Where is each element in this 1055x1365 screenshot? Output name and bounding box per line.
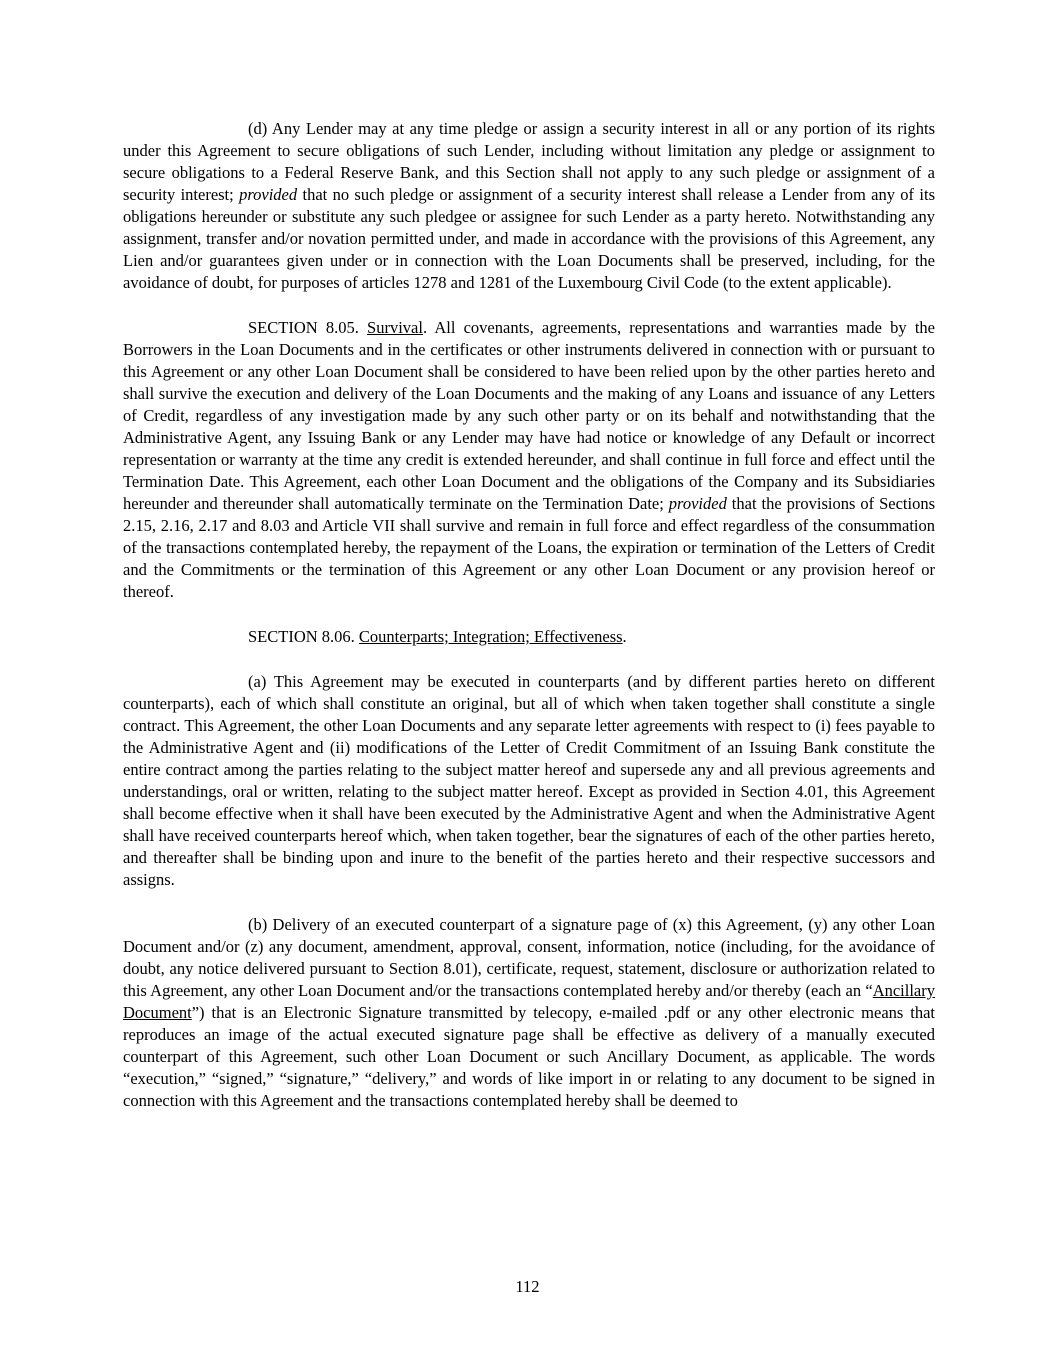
paragraph-d-text-2: that no such pledge or assignment of a security interest shall release a Lender from any of its obligations hereunder or substitute any such pledgee or assignee for such Lender as a party hereto. Notwithstanding any assignment, transfer and/or novation permitted under, and made in accordance with the provisions of this Agreement, any Lien and/or guarantees given under or in connection with the Loan Documents shall be preserved, including, for the avoidance of doubt, for purposes of articles 1278 and 1281 of the Luxembourg Civil Code (to the extent applicable). xyxy=(123,185,935,292)
paragraph-d-provided: provided xyxy=(239,185,298,204)
section-8-05-body-2: that the provisions of Sections 2.15, 2.16, 2.17 and 8.03 and Article VII shall survive and remain in full force and effect regardless of the consummation of the transactions contemplated hereby, the repayment of the Loans, the expiration or termination of the Letters of Credit and the Commitments or the termination of this Agreement or any other Loan Document or any provision hereof or thereof. xyxy=(123,494,935,601)
document-body xyxy=(123,118,935,1112)
section-8-06-period: . xyxy=(622,627,627,646)
section-8-05-label: SECTION 8.05. xyxy=(248,318,368,337)
paragraph-b xyxy=(123,914,935,1112)
paragraph-a-text: (a) This Agreement may be executed in counterparts (and by different parties hereto on different counterparts), each of which shall constitute an original, but all of which when taken together shall constitute a single contract. This Agreement, the other Loan Documents and any separate letter agreements with respect to (i) fees payable to the Administrative Agent and (ii) modifications of the Letter of Credit Commitment of an Issuing Bank constitute the entire contract among the parties relating to the subject matter hereof and supersede any and all previous agreements and understandings, oral or written, relating to the subject matter hereof. Except as provided in Section 4.01, this Agreement shall become effective when it shall have been executed by the Administrative Agent and when the Administrative Agent shall have received counterparts hereof which, when taken together, bear the signatures of each of the other parties hereto, and thereafter shall be binding upon and inure to the benefit of the parties hereto and their respective successors and assigns. xyxy=(123,672,935,889)
section-8-05-heading: Survival xyxy=(367,318,423,337)
paragraph-section-8-05 xyxy=(123,317,935,603)
paragraph-a xyxy=(123,671,935,891)
paragraph-b-text-1: (b) Delivery of an executed counterpart of a signature page of (x) this Agreement, (y) any other Loan Document and/or (z) any document, amendment, approval, consent, information, notice (including, for the avoidance of doubt, any notice delivered pursuant to Section 8.01), certificate, request, statement, disclosure or authorization related to this Agreement, any other Loan Document and/or the transactions contemplated hereby and/or thereby (each an “ xyxy=(123,915,935,1000)
section-8-05-provided: provided xyxy=(668,494,727,513)
paragraph-b-defined-term: Ancillary Document xyxy=(123,981,935,1022)
paragraph-d xyxy=(123,118,935,294)
paragraph-section-8-06-heading xyxy=(123,626,935,648)
section-8-05-body-1: . All covenants, agreements, representations and warranties made by the Borrowers in the Loan Documents and in the certificates or other instruments delivered in connection with or pursuant to this Agreement or any other Loan Document shall be considered to have been relied upon by the other parties hereto and shall survive the execution and delivery of the Loan Documents and the making of any Loans and issuance of any Letters of Credit, regardless of any investigation made by any such other party or on its behalf and notwithstanding that the Administrative Agent, any Issuing Bank or any Lender may have had notice or knowledge of any Default or incorrect representation or warranty at the time any credit is extended hereunder, and shall continue in full force and effect until the Termination Date. This Agreement, each other Loan Document and the obligations of the Company and its Subsidiaries hereunder and thereunder shall automatically terminate on the Termination Date; xyxy=(123,318,935,513)
section-8-06-heading: Counterparts; Integration; Effectiveness xyxy=(358,627,623,646)
section-8-06-label: SECTION 8.06. xyxy=(248,627,359,646)
paragraph-b-text-2: ”) that is an Electronic Signature transmitted by telecopy, e-mailed .pdf or any other electronic means that reproduces an image of the actual executed signature page shall be effective as delivery of a manually executed counterpart of this Agreement, such other Loan Document or such Ancillary Document, as applicable. The words “execution,” “signed,” “signature,” “delivery,” and words of like import in or relating to any document to be signed in connection with this Agreement and the transactions contemplated hereby shall be deemed to xyxy=(123,1003,935,1110)
page-number: 112 xyxy=(515,1277,540,1296)
paragraph-d-text-1: (d) Any Lender may at any time pledge or assign a security interest in all or any portion of its rights under this Agreement to secure obligations of such Lender, including without limitation any pledge or assignment to secure obligations to a Federal Reserve Bank, and this Section shall not apply to any such pledge or assignment of a security interest; xyxy=(123,119,935,204)
